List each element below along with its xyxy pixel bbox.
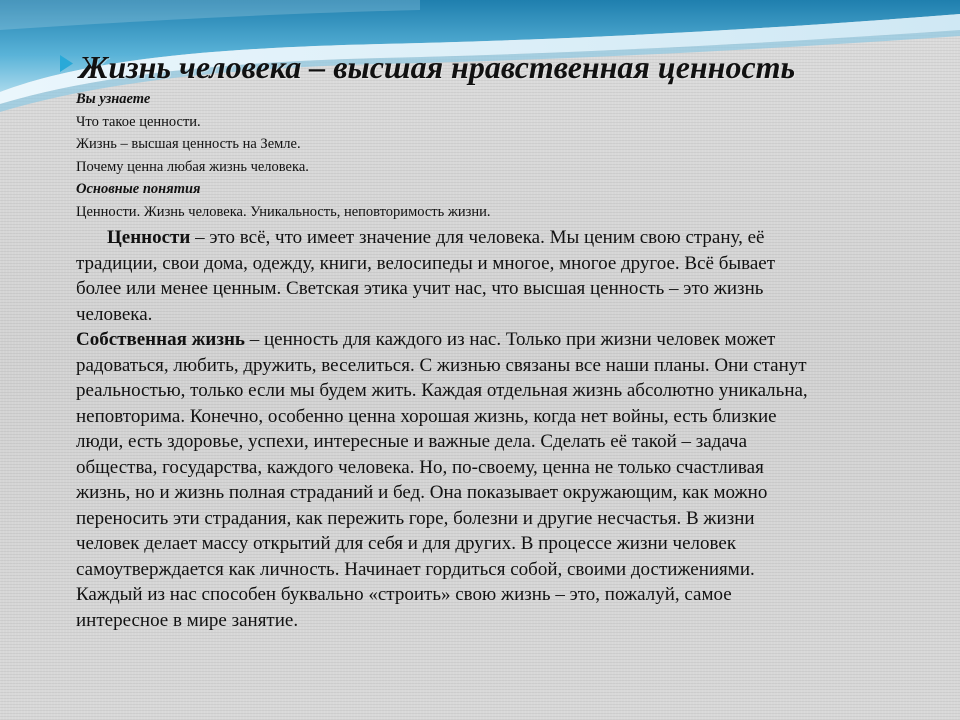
learn-item: Что такое ценности.	[76, 113, 201, 130]
paragraph-line: радоваться, любить, дружить, веселиться. С жизнью связаны все наши планы. Они станут	[76, 354, 807, 376]
term-own-life: Собственная жизнь	[76, 329, 245, 350]
learn-item: Жизнь – высшая ценность на Земле.	[76, 136, 301, 152]
paragraph-line: самоутверждается как личность. Начинает гордиться собой, своими достижениями.	[76, 558, 755, 580]
slide-title: Жизнь человека – высшая нравственная ценность	[79, 49, 796, 85]
paragraph-line: Собственная жизнь – ценность для каждого из нас. Только при жизни человек может	[76, 329, 776, 350]
paragraph-own-life	[76, 327, 906, 633]
paragraph-line: реальностью, только если мы будем жить. Каждая отдельная жизнь абсолютно уникальна,	[76, 380, 808, 401]
paragraph-line: неповторима. Конечно, особенно ценна хорошая жизнь, когда нет войны, есть близкие	[76, 405, 777, 427]
bullet-icon	[59, 54, 74, 73]
paragraph-line: жизнь, но и жизнь полная страданий и бед. Она показывает окружающим, как можно	[76, 482, 768, 503]
paragraph-line: человека.	[76, 303, 153, 325]
paragraph-line: общества, государства, каждого человека. Но, по-своему, ценна не только счастливая	[76, 456, 764, 478]
paragraph-line: традиции, свои дома, одежду, книги, велосипеды и многое, многое другое. Всё бывает	[76, 252, 776, 274]
learn-item: Почему ценна любая жизнь человека.	[76, 158, 309, 175]
slide-content	[76, 48, 906, 633]
you-will-learn-heading: Вы узнаете	[76, 91, 151, 107]
paragraph-line: интересное в мире занятие.	[76, 609, 299, 631]
paragraph-line: переносить эти страдания, как пережить горе, болезни и другие несчастья. В жизни	[76, 507, 755, 529]
paragraph-line: люди, есть здоровье, успехи, интересные и важные дела. Сделать её такой – задача	[76, 431, 748, 452]
key-concepts-text: Ценности. Жизнь человека. Уникальность, неповторимость жизни.	[76, 203, 491, 220]
paragraph-line: Ценности – это всё, что имеет значение для человека. Мы ценим свою страну, её	[107, 227, 765, 248]
paragraph-line: человек делает массу открытий для себя и для других. В процессе жизни человек	[76, 533, 737, 554]
term-values: Ценности	[107, 227, 191, 248]
title-row	[79, 48, 906, 88]
paragraph-line: более или менее ценным. Светская этика учит нас, что высшая ценность – это жизнь	[76, 278, 764, 299]
paragraph-values	[76, 225, 906, 327]
paragraph-line: Каждый из нас способен буквально «строить» свою жизнь – это, пожалуй, самое	[76, 584, 732, 605]
key-concepts-heading: Основные понятия	[76, 181, 201, 197]
